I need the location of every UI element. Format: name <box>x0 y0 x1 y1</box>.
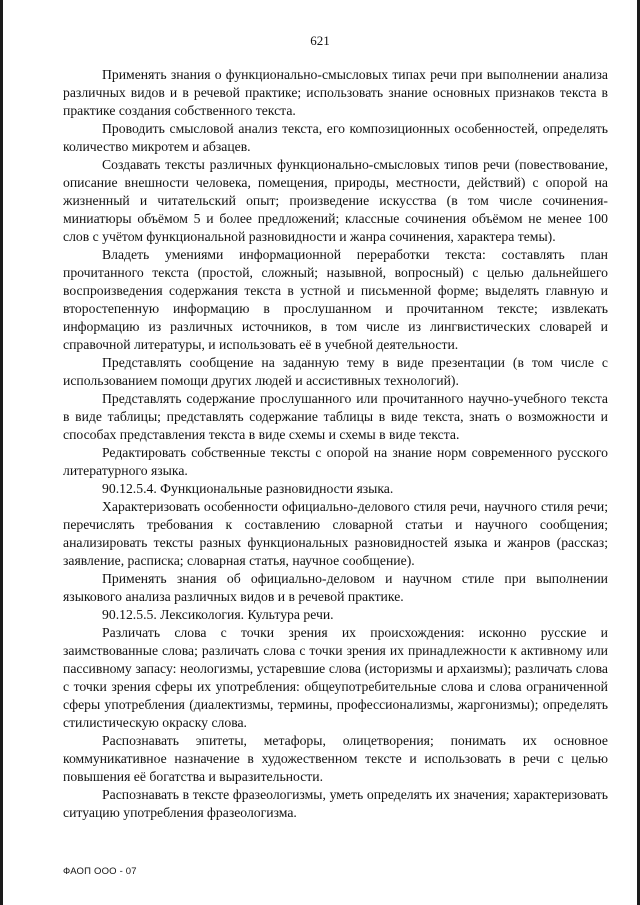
paragraph-styles-characteristics: Характеризовать особенности официально-делового стиля речи, научного стиля речи; перечислять требования к составлению словарной статьи и научного сообщения; анализировать тексты разных функциональных разновидностей языка и жанров (рассказ; заявление, расписка; словарная статья, научное сообщение). <box>63 499 608 568</box>
paragraph-word-origin: Различать слова с точки зрения их происхождения: исконно русские и заимствованные слова; различать слова с точки зрения их принадлежности к активному или пассивному запасу: неологизмы, устаревшие слова (историзмы и архаизмы); различать слова с точки зрения сферы их употребления: общеупотребительные слова и слова ограниченной сферы употребления (диалектизмы, термины, профессионализмы, жаргонизмы); определять стилистическую окраску слова. <box>63 625 608 730</box>
scan-edge-left <box>0 0 3 905</box>
paragraph-semantic-analysis: Проводить смысловой анализ текста, его композиционных особенностей, определять количество микротем и абзацев. <box>63 121 608 154</box>
section-heading-functional-varieties: 90.12.5.4. Функциональные разновидности языка. <box>102 481 394 496</box>
paragraph-epithets: Распознавать эпитеты, метафоры, олицетворения; понимать их основное коммуникативное назначение в художественном тексте и использовать в речи с целью повышения её богатства и выразительности. <box>63 733 608 784</box>
paragraph-editing: Редактировать собственные тексты с опорой на знание норм современного русского литературного языка. <box>63 445 608 478</box>
document-body <box>63 66 608 822</box>
paragraph-information-processing: Владеть умениями информационной переработки текста: составлять план прочитанного текста (простой, сложный; назывной, вопросный) с целью дальнейшего воспроизведения содержания текста в устной и письменной форме; выделять главную и второстепенную информацию в прослушанном и прочитанном тексте; извлекать информацию из различных источников, в том числе из лингвистических словарей и справочной литературы, и использовать её в учебной деятельности. <box>63 247 608 352</box>
paragraph-phraseology: Распознавать в тексте фразеологизмы, уметь определять их значения; характеризовать ситуацию употребления фразеологизма. <box>63 787 608 820</box>
footer-document-code: ФАОП ООО - 07 <box>63 866 137 877</box>
paragraph-presentation: Представлять сообщение на заданную тему в виде презентации (в том числе с использованием помощи других людей и ассистивных технологий). <box>63 355 608 388</box>
page-number: 621 <box>310 33 330 48</box>
paragraph-styles-application: Применять знания об официально-деловом и научном стиле при выполнении языкового анализа различных видов и в речевой практике. <box>63 571 608 604</box>
paragraph-create-texts: Создавать тексты различных функционально-смысловых типов речи (повествование, описание внешности человека, помещения, природы, местности, действий) с опорой на жизненный и читательский опыт; произведение искусства (в том числе сочинения-миниатюры объёмом 5 и более предложений; классные сочинения объёмом не менее 100 слов с учётом функциональной разновидности и жанра сочинения, характера темы). <box>63 157 608 244</box>
paragraph-table-representation: Представлять содержание прослушанного или прочитанного научно-учебного текста в виде таблицы; представлять содержание таблицы в виде текста, знать о возможности и способах представления текста в виде схемы и схемы в виде текста. <box>63 391 608 442</box>
section-heading-lexicology: 90.12.5.5. Лексикология. Культура речи. <box>102 607 334 622</box>
paragraph-text-types-knowledge: Применять знания о функционально-смысловых типах речи при выполнении анализа различных видов и в речевой практике; использовать знание основных признаков текста в практике создания собственного текста. <box>63 67 608 118</box>
